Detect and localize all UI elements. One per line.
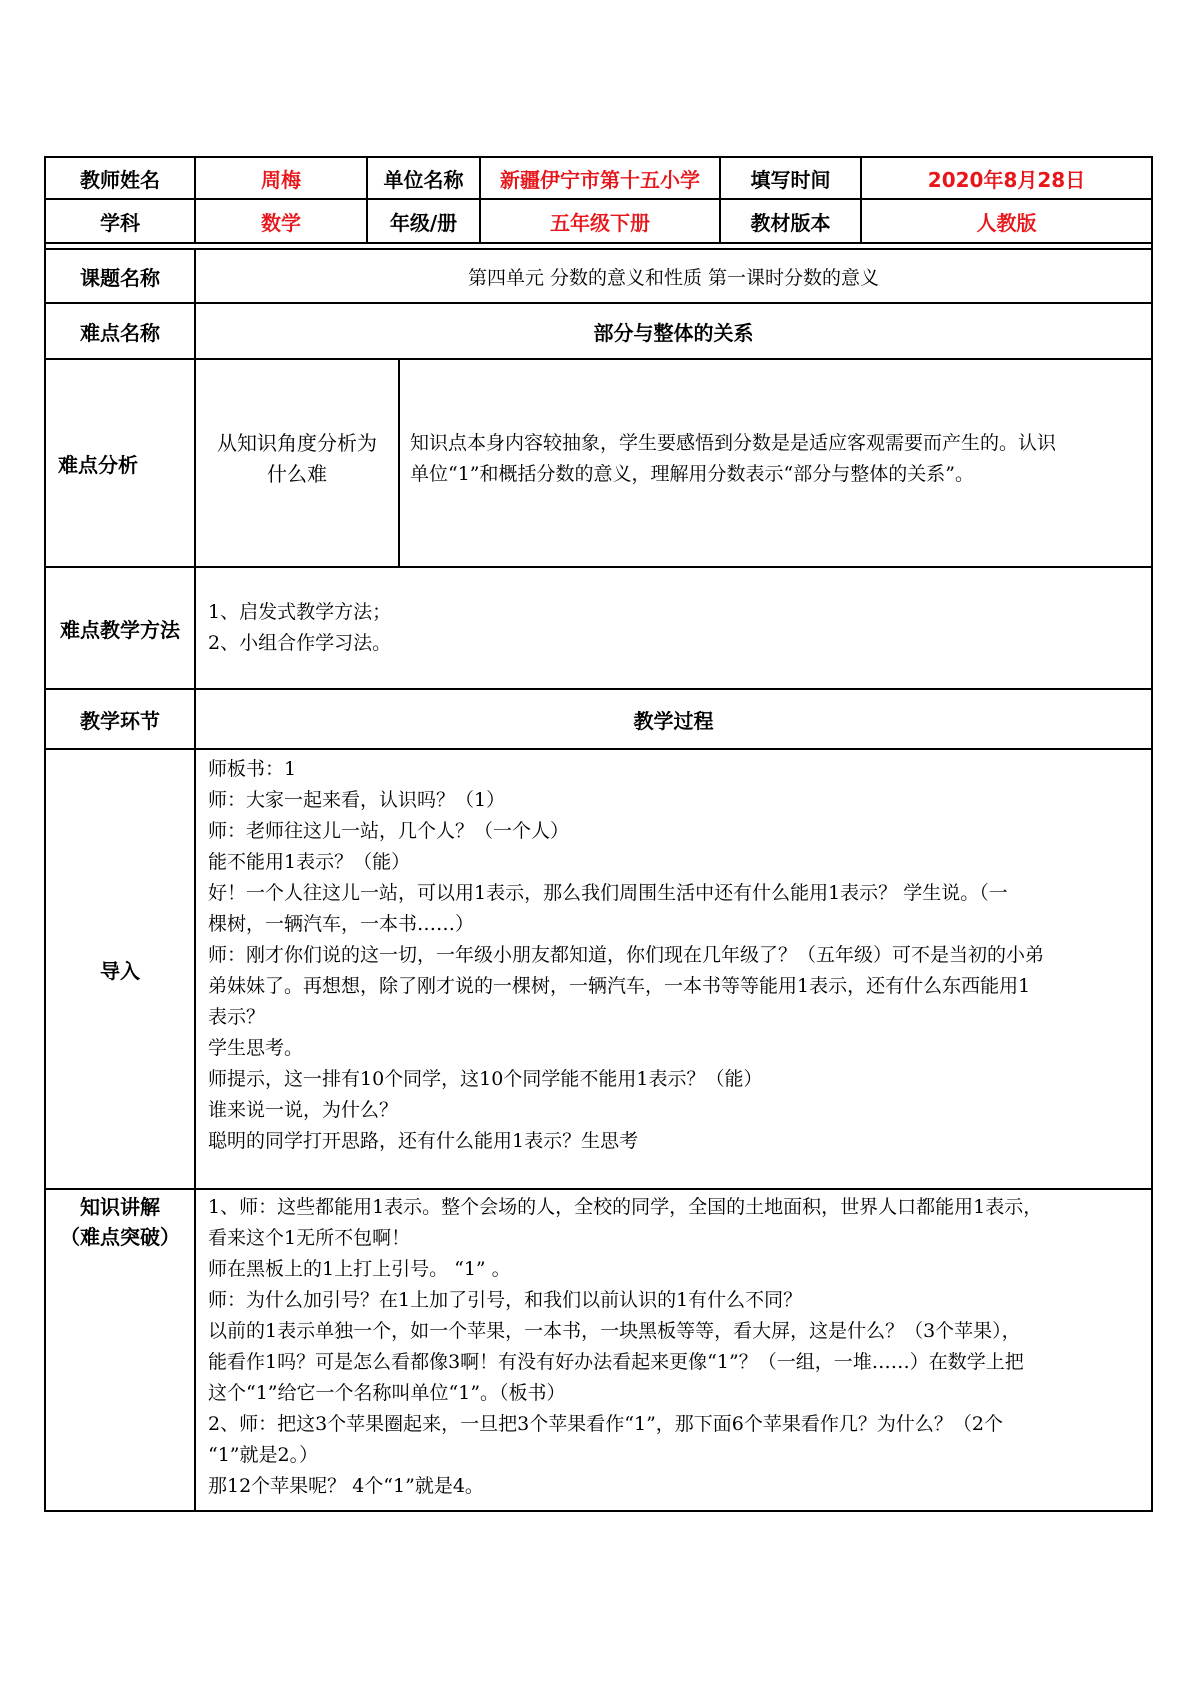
method-text (195, 567, 1152, 689)
intro-text (195, 749, 1152, 1189)
analysis-text (399, 360, 1151, 566)
knowledge-line: 师在黑板上的1上打上引号。 “1” 。 (208, 1258, 511, 1280)
topic-value: 第四单元 分数的意义和性质 第一课时分数的意义 (195, 249, 1152, 303)
intro-line: 好！一个人往这儿一站，可以用1表示，那么我们周围生活中还有什么能用1表示？ 学生说。（一 (208, 882, 1008, 904)
header-row-1 (45, 157, 1152, 199)
edition-label: 教材版本 (720, 199, 861, 243)
knowledge-line: 看来这个1无所不包啊！ (208, 1227, 411, 1249)
difficulty-label: 难点名称 (45, 303, 195, 359)
lesson-plan-grid (44, 156, 1153, 1512)
lesson-plan-table (44, 156, 1151, 1512)
analysis-sublabel-line-1: 从知识角度分析为 (217, 431, 377, 455)
process-label: 教学过程 (195, 689, 1152, 749)
process-header-row (45, 689, 1152, 749)
date-value: 2020年8月28日 (861, 157, 1152, 199)
intro-line: 聪明的同学打开思路，还有什么能用1表示？生思考 (208, 1130, 639, 1152)
unit-value: 新疆伊宁市第十五小学 (480, 157, 720, 199)
header-row-2 (45, 199, 1152, 243)
intro-line: 弟妹妹了。再想想，除了刚才说的一棵树，一辆汽车，一本书等等能用1表示，还有什么东西能用1 (208, 975, 1031, 997)
knowledge-label (45, 1189, 195, 1511)
method-line-2: 2、小组合作学习法。 (208, 632, 392, 654)
topic-label: 课题名称 (45, 249, 195, 303)
knowledge-row (45, 1189, 1152, 1511)
intro-line: 师：老师往这儿一站，几个人？（一个人） (208, 820, 570, 842)
knowledge-line: 1、师：这些都能用1表示。整个会场的人，全校的同学，全国的土地面积，世界人口都能用1表示， (208, 1196, 1043, 1218)
unit-label: 单位名称 (367, 157, 480, 199)
intro-line: 师板书：1 (208, 758, 297, 780)
intro-line: 师：大家一起来看，认识吗？（1） (208, 789, 506, 811)
topic-row (45, 249, 1152, 303)
analysis-sublabel-line-2: 什么难 (267, 462, 327, 486)
analysis-label: 难点分析 (45, 359, 195, 567)
subject-value: 数学 (195, 199, 367, 243)
intro-line: 谁来说一说，为什么？ (208, 1099, 399, 1121)
knowledge-line: “1”就是2。） (208, 1444, 319, 1466)
intro-line: 棵树，一辆汽车，一本书……） (208, 913, 475, 935)
method-line-1: 1、启发式教学方法； (208, 601, 392, 623)
edition-value: 人教版 (861, 199, 1152, 243)
grade-label: 年级/册 (367, 199, 480, 243)
analysis-sublabel (196, 360, 399, 566)
knowledge-line: 2、师：把这3个苹果圈起来，一旦把3个苹果看作“1”，那下面6个苹果看作几？为什么？（2个 (208, 1413, 1003, 1435)
stage-label: 教学环节 (45, 689, 195, 749)
grade-value: 五年级下册 (480, 199, 720, 243)
knowledge-label-line-1: 知识讲解 (80, 1195, 160, 1219)
analysis-text-line-2: 单位“1”和概括分数的意义，理解用分数表示“部分与整体的关系”。 (410, 463, 974, 485)
intro-line: 师提示，这一排有10个同学，这10个同学能不能用1表示？（能） (208, 1068, 763, 1090)
analysis-text-line-1: 知识点本身内容较抽象，学生要感悟到分数是是适应客观需要而产生的。认识 (410, 432, 1057, 454)
knowledge-line: 师：为什么加引号？在1上加了引号，和我们以前认识的1有什么不同？ (208, 1289, 803, 1311)
knowledge-line: 能看作1吗？可是怎么看都像3啊！有没有好办法看起来更像“1”？（一组，一堆……）在数学上把 (208, 1351, 1024, 1373)
difficulty-value: 部分与整体的关系 (195, 303, 1152, 359)
intro-row (45, 749, 1152, 1189)
knowledge-text (195, 1189, 1152, 1511)
method-row (45, 567, 1152, 689)
analysis-cell (195, 359, 1152, 567)
intro-line: 师：刚才你们说的这一切，一年级小朋友都知道，你们现在几年级了？（五年级）可不是当初的小弟 (208, 944, 1045, 966)
intro-line: 表示？ (208, 1006, 266, 1028)
method-label: 难点教学方法 (45, 567, 195, 689)
intro-line: 学生思考。 (208, 1037, 304, 1059)
difficulty-row (45, 303, 1152, 359)
subject-label: 学科 (45, 199, 195, 243)
analysis-row (45, 359, 1152, 567)
knowledge-label-line-2: （难点突破） (60, 1225, 180, 1249)
date-label: 填写时间 (720, 157, 861, 199)
knowledge-line: 以前的1表示单独一个，如一个苹果，一本书，一块黑板等等，看大屏，这是什么？（3个苹果）， (208, 1320, 1021, 1342)
teacher-label: 教师姓名 (45, 157, 195, 199)
knowledge-line: 那12个苹果呢？ 4个“1”就是4。 (208, 1475, 484, 1497)
intro-line: 能不能用1表示？（能） (208, 851, 411, 873)
intro-label: 导入 (45, 749, 195, 1189)
teacher-value: 周梅 (195, 157, 367, 199)
knowledge-line: 这个“1”给它一个名称叫单位“1”。（板书） (208, 1382, 566, 1404)
